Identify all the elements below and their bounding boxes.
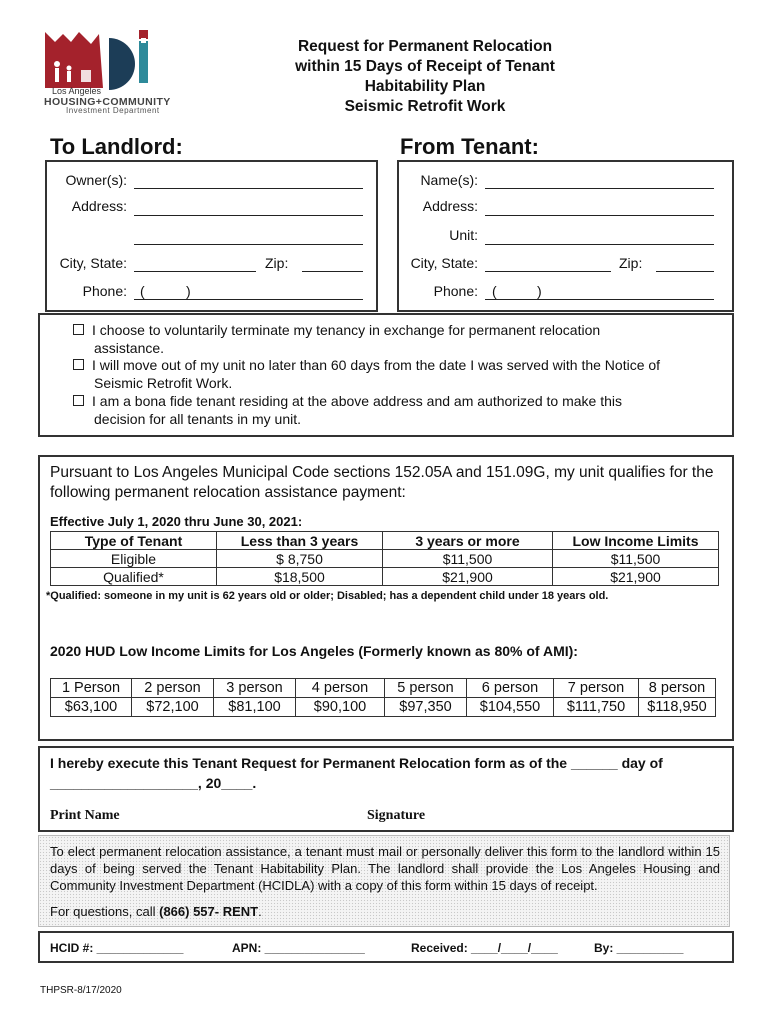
page-title — [250, 37, 600, 117]
owner-field[interactable] — [134, 187, 363, 189]
checkbox-icon[interactable] — [73, 395, 84, 406]
form-id: THPSR-8/17/2020 — [40, 985, 122, 996]
landlord-city-field[interactable] — [134, 270, 256, 272]
tenant-zip-field[interactable] — [656, 270, 714, 272]
col-header: Low Income Limits — [553, 532, 719, 550]
effective-dates: Effective July 1, 2020 thru June 30, 2021: — [50, 514, 303, 529]
col-header: 3 years or more — [383, 532, 553, 550]
table-cell: 5 person — [385, 679, 467, 698]
tenant-unit-label: Unit: — [449, 227, 478, 243]
table-header-row — [51, 679, 716, 698]
execute-line: I hereby execute this Tenant Request for Permanent Relocation form as of the ______ day of — [50, 755, 663, 771]
received-date-field[interactable]: Received: ____/____/____ — [411, 941, 558, 955]
table-header-row — [51, 532, 719, 550]
table-cell: $81,100 — [214, 698, 296, 717]
table-cell: 6 person — [467, 679, 554, 698]
received-by-field[interactable]: By: __________ — [594, 941, 684, 955]
tenant-phone-paren-close: ) — [537, 283, 542, 299]
landlord-phone-field[interactable] — [134, 298, 363, 300]
questions-line — [50, 904, 262, 919]
to-landlord-heading: To Landlord: — [50, 134, 183, 159]
col-header: Less than 3 years — [217, 532, 383, 550]
table-cell: $97,350 — [385, 698, 467, 717]
tenant-phone-paren-open: ( — [492, 283, 497, 299]
table-row — [51, 550, 719, 568]
tenant-phone-field[interactable] — [485, 298, 714, 300]
tenant-name-field[interactable] — [485, 187, 714, 189]
table-cell: $118,950 — [639, 698, 716, 717]
tenant-address-label: Address: — [422, 198, 478, 214]
table-row — [51, 698, 716, 717]
qualified-footnote: *Qualified: someone in my unit is 62 years old or older; Disabled; has a dependent child under 18 years old. — [46, 590, 609, 602]
instructions-text: To elect permanent relocation assistance, a tenant must mail or personally deliver this form to the landlord within 15 days of being served the Tenant Habitability Plan. The landlord shall provide the Los Angeles Housing and Community Investment Department (HCIDLA) with a copy of this form within 15 days of receipt. — [50, 844, 720, 893]
hud-limits-table — [50, 678, 716, 717]
questions-phone: (866) 557- RENT — [159, 904, 259, 919]
table-cell: $90,100 — [296, 698, 385, 717]
logo-line-housing: HOUSING+COMMUNITY — [44, 96, 171, 108]
tenant-name-label: Name(s): — [420, 172, 478, 188]
choice-text: I am a bona fide tenant residing at the above address and am authorized to make this — [92, 393, 622, 409]
landlord-phone-paren-close: ) — [186, 283, 191, 299]
table-cell: $63,100 — [51, 698, 132, 717]
landlord-phone-label: Phone: — [82, 283, 127, 299]
title-line: Request for Permanent Relocation — [297, 38, 553, 55]
table-row — [51, 568, 719, 586]
execute-line: ___________________, 20____. — [50, 775, 257, 791]
choice-text-cont: assistance. — [94, 340, 165, 356]
tenant-city-label: City, State: — [410, 255, 478, 271]
logo-line-los-angeles: Los Angeles — [52, 86, 102, 96]
signature-label: Signature — [367, 808, 426, 823]
landlord-zip-field[interactable] — [302, 270, 363, 272]
questions-prefix: For questions, call — [50, 904, 160, 919]
logo-line-investment: Investment Department — [66, 106, 160, 115]
table-cell: $11,500 — [553, 550, 719, 568]
from-tenant-heading: From Tenant: — [400, 134, 539, 159]
table-cell: 1 Person — [51, 679, 132, 698]
table-cell: 3 person — [214, 679, 296, 698]
checkbox-icon[interactable] — [73, 324, 84, 335]
tenant-phone-label: Phone: — [433, 283, 478, 299]
table-cell: $21,900 — [553, 568, 719, 586]
tenant-city-field[interactable] — [485, 270, 611, 272]
choice-text-cont: Seismic Retrofit Work. — [94, 375, 233, 391]
table-cell: 7 person — [554, 679, 639, 698]
hcid-number-field[interactable]: HCID #: _____________ — [50, 941, 184, 955]
table-cell: 2 person — [132, 679, 214, 698]
print-name-label: Print Name — [50, 808, 120, 823]
choice-bona-fide[interactable] — [73, 392, 622, 410]
tenant-zip-label: Zip: — [619, 255, 643, 271]
title-line: Habitability Plan — [364, 78, 486, 95]
hud-limits-title: 2020 HUD Low Income Limits for Los Angeles (Formerly known as 80% of AMI): — [50, 643, 578, 659]
landlord-city-label: City, State: — [59, 255, 127, 271]
table-cell: $18,500 — [217, 568, 383, 586]
tenant-address-field[interactable] — [485, 214, 714, 216]
choice-move-out[interactable] — [73, 356, 660, 374]
landlord-address-field[interactable] — [134, 214, 363, 216]
questions-suffix: . — [258, 904, 262, 919]
landlord-address-field-2[interactable] — [134, 243, 363, 245]
pursuant-text: Pursuant to Los Angeles Municipal Code sections 152.05A and 151.09G, my unit qualifies for the following permanent relocation assistance payment: — [50, 464, 714, 501]
col-header: Type of Tenant — [51, 532, 217, 550]
landlord-phone-paren-open: ( — [140, 283, 145, 299]
table-cell: $72,100 — [132, 698, 214, 717]
relocation-rate-table — [50, 531, 719, 586]
table-cell: 4 person — [296, 679, 385, 698]
table-cell: $11,500 — [383, 550, 553, 568]
landlord-zip-label: Zip: — [265, 255, 289, 271]
table-cell: Qualified* — [51, 568, 217, 586]
checkbox-icon[interactable] — [73, 359, 84, 370]
apn-field[interactable]: APN: _______________ — [232, 941, 365, 955]
title-line: Seismic Retrofit Work — [344, 98, 506, 115]
table-cell: 8 person — [639, 679, 716, 698]
execute-statement[interactable] — [50, 753, 720, 793]
tenant-unit-field[interactable] — [485, 243, 714, 245]
table-cell: $111,750 — [554, 698, 639, 717]
title-line: within 15 Days of Receipt of Tenant — [295, 58, 555, 75]
choice-text: I will move out of my unit no later than 60 days from the date I was served with the Notice of — [92, 357, 661, 373]
table-cell: $104,550 — [467, 698, 554, 717]
landlord-address-label: Address: — [71, 198, 127, 214]
choice-voluntary-terminate[interactable] — [73, 321, 600, 339]
table-cell: $ 8,750 — [217, 550, 383, 568]
choice-text: I choose to voluntarily terminate my tenancy in exchange for permanent relocation — [92, 322, 601, 338]
owner-label: Owner(s): — [65, 172, 127, 188]
choice-text-cont: decision for all tenants in my unit. — [94, 411, 301, 427]
table-cell: Eligible — [51, 550, 217, 568]
table-cell: $21,900 — [383, 568, 553, 586]
